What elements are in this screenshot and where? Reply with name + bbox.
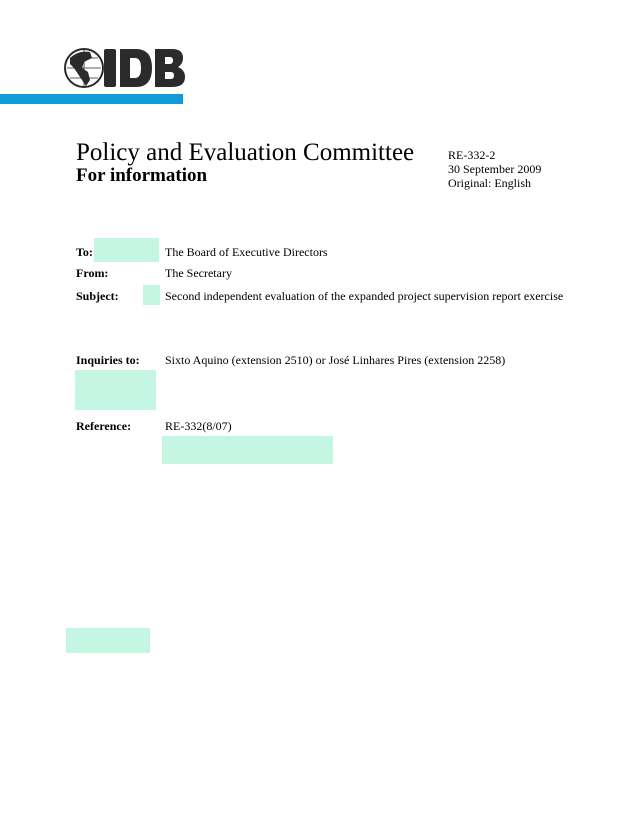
document-meta [448,148,541,190]
reference-value: RE-332(8/07) [165,419,232,433]
reference-label: Reference: [76,419,132,433]
highlight-mark [75,370,156,410]
globe-americas-icon [65,49,103,87]
highlight-mark [162,436,333,464]
to-value: The Board of Executive Directors [165,245,328,259]
from-value: The Secretary [165,266,232,280]
logo-blue-bar [0,94,183,104]
subject-value: Second independent evaluation of the expanded project supervision report exercise [165,289,564,303]
idb-letters [104,49,185,87]
highlight-mark [143,285,160,305]
document-purpose: For information [76,165,208,186]
document-original-language: Original: English [448,176,531,190]
document-number: RE-332-2 [448,148,496,162]
highlight-mark [66,628,150,653]
committee-title: Policy and Evaluation Committee [76,139,415,166]
from-label: From: [76,266,109,280]
subject-label: Subject: [76,289,119,303]
document-date: 30 September 2009 [448,162,542,176]
to-label: To: [76,245,93,259]
inquiries-value: Sixto Aquino (extension 2510) or José Linhares Pires (extension 2258) [165,353,506,367]
inquiries-label: Inquiries to: [76,353,140,367]
idb-logo [64,44,186,92]
highlight-mark [94,238,159,262]
